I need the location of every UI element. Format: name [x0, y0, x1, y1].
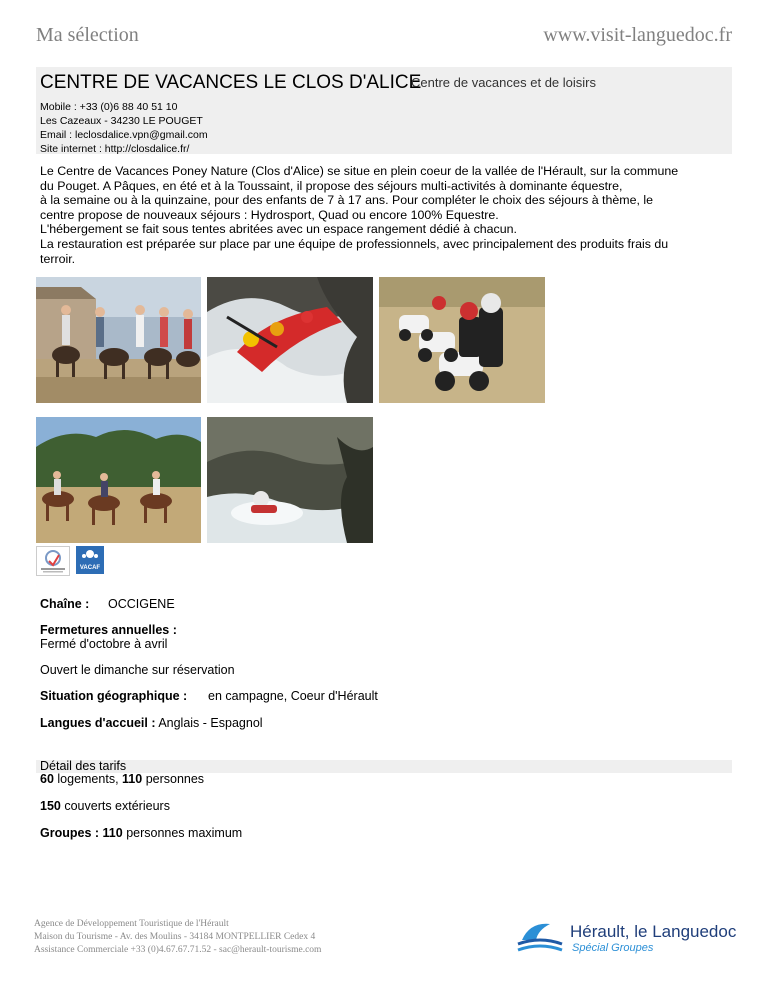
- photo-rafting[interactable]: [207, 277, 373, 403]
- header-left: Ma sélection: [36, 24, 139, 46]
- logo-subtitle: Spécial Groupes: [572, 942, 654, 954]
- listing-title: CENTRE DE VACANCES LE CLOS D'ALICE: [40, 72, 422, 93]
- logements-line: [40, 772, 204, 786]
- vacaf-label: VACAF: [79, 565, 101, 571]
- header-right: www.visit-languedoc.fr: [543, 24, 732, 46]
- langues-value: Anglais - Espagnol: [158, 716, 263, 730]
- logements-text: logements,: [57, 772, 119, 786]
- fermetures-value: Fermé d'octobre à avril: [40, 637, 168, 651]
- logements-count: 60: [40, 772, 54, 786]
- groupes-label: Groupes :: [40, 826, 100, 840]
- contact-website[interactable]: Site internet : http://closdalice.fr/: [40, 143, 190, 155]
- chaine-value: OCCIGENE: [108, 597, 175, 611]
- couverts-count: 150: [40, 799, 61, 813]
- footer-line: Maison du Tourisme - Av. des Moulins - 34184 MONTPELLIER Cedex 4: [34, 932, 316, 942]
- photo-pony-ride[interactable]: [36, 417, 201, 543]
- description-line: La restauration est préparée sur place par une équipe de professionnels, avec principalement des produits frais du: [40, 236, 669, 251]
- groupes-count: 110: [102, 826, 123, 840]
- footer-line: Agence de Développement Touristique de l'Hérault: [34, 919, 229, 929]
- groupes-text: personnes maximum: [126, 826, 243, 840]
- description-line: du Pouget. A Pâques, en été et à la Toussaint, il propose des séjours multi-activités à dominante équestre,: [40, 178, 623, 193]
- personnes-count: 110: [122, 772, 143, 786]
- photo-horse-riders[interactable]: [36, 277, 201, 403]
- langues-label: Langues d'accueil :: [40, 716, 156, 730]
- herault-logo: [516, 918, 736, 958]
- description-line: L'hébergement se fait sous tentes abritées avec un espace rangement dédié à chacun.: [40, 222, 517, 237]
- couverts-text: couverts extérieurs: [64, 799, 170, 813]
- tarifs-heading: Détail des tarifs: [40, 759, 127, 773]
- photo-quad[interactable]: [379, 277, 545, 403]
- herault-logo-icon: [516, 918, 566, 958]
- personnes-text: personnes: [145, 772, 205, 786]
- listing-category: Centre de vacances et de loisirs: [411, 75, 596, 90]
- chaine-label: Chaîne :: [40, 597, 90, 611]
- vacaf-badge: [76, 546, 104, 574]
- langues-line: [40, 716, 263, 730]
- groupes-line: [40, 826, 242, 840]
- vacaf-logo-icon: [76, 546, 104, 566]
- description-line: Le Centre de Vacances Poney Nature (Clos d'Alice) se situe en plein coeur de la vallée de l'Hérault, sur la commune: [40, 164, 679, 178]
- ouverture-text: Ouvert le dimanche sur réservation: [40, 663, 235, 677]
- qualite-badge: [36, 546, 70, 576]
- logo-title: Hérault, le Languedoc: [570, 922, 737, 941]
- contact-email[interactable]: Email : leclosdalice.vpn@gmail.com: [40, 129, 208, 141]
- description-line: à la semaine ou à la quinzaine, pour des enfants de 7 à 17 ans. Pour compléter le choix des séjours à thème, le: [40, 193, 654, 208]
- description-line: terroir.: [40, 251, 76, 266]
- situation-label: Situation géographique :: [40, 689, 188, 703]
- description: [40, 164, 730, 266]
- description-line: centre propose de nouveaux séjours : Hydrosport, Quad ou encore 100% Equestre.: [40, 207, 499, 222]
- contact-block: [40, 100, 208, 156]
- photo-hydrospeed[interactable]: [207, 417, 373, 543]
- fermetures-label: Fermetures annuelles :: [40, 623, 177, 637]
- contact-address: Les Cazeaux - 34230 LE POUGET: [40, 115, 203, 127]
- footer-line: Assistance Commerciale +33 (0)4.67.67.71.52 - sac@herault-tourisme.com: [34, 945, 322, 955]
- situation-value: en campagne, Coeur d'Hérault: [208, 689, 378, 703]
- contact-mobile: Mobile : +33 (0)6 88 40 51 10: [40, 101, 178, 113]
- couverts-line: [40, 799, 170, 813]
- footer-address: [34, 918, 321, 957]
